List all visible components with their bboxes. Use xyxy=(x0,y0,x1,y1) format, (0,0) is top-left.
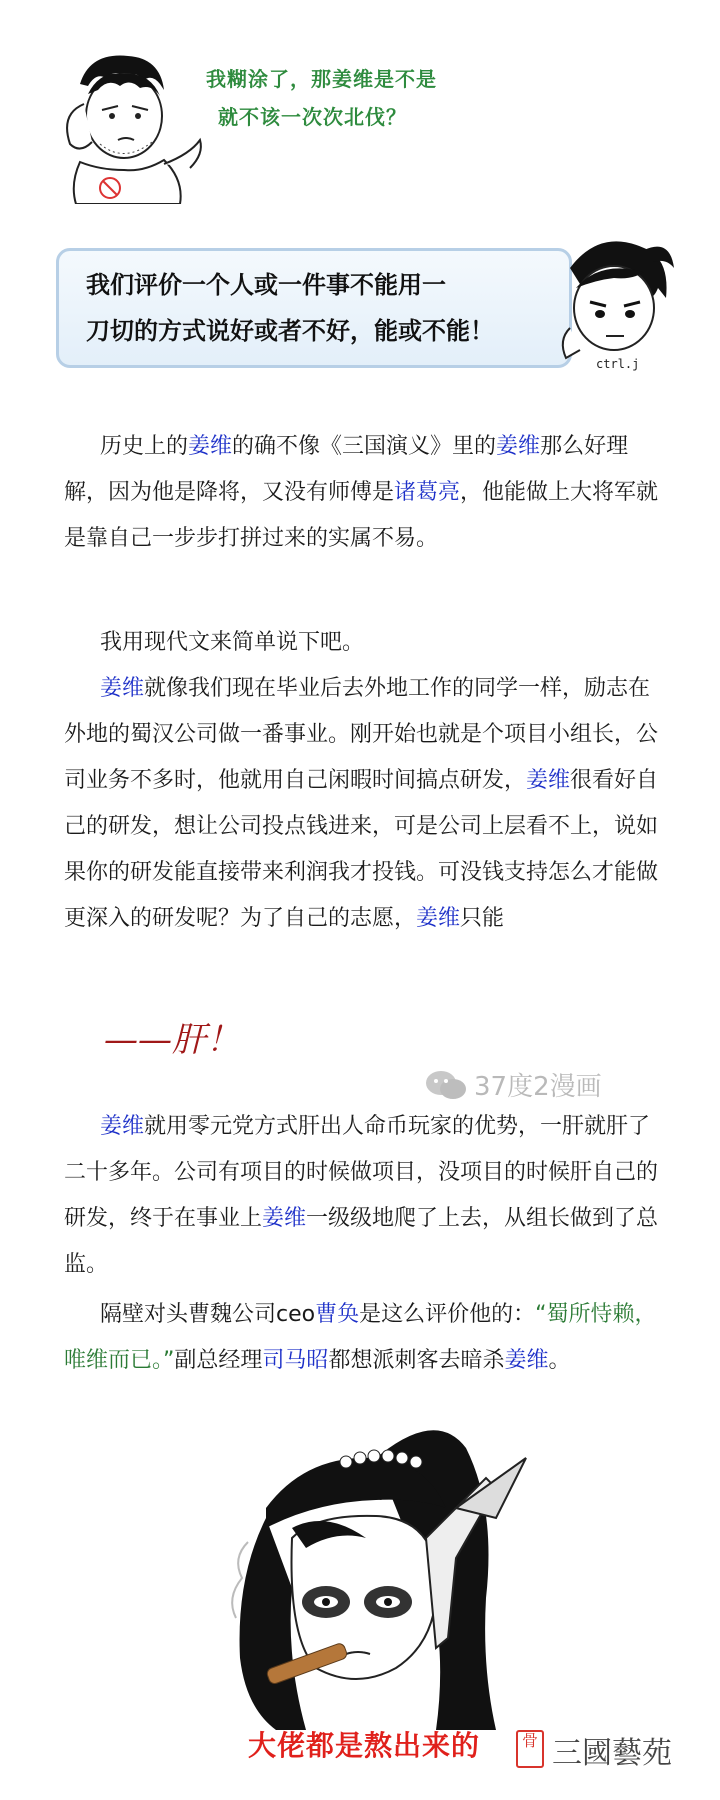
brand-name: 三國藝苑 xyxy=(552,1736,672,1771)
paragraph-evaluation xyxy=(64,1292,664,1384)
name-jiangwei: 姜维 xyxy=(504,1348,549,1373)
name-jiangwei: 姜维 xyxy=(496,434,541,459)
artist-signature: ctrl.j xyxy=(596,357,640,371)
name-caohuan: 曹奂 xyxy=(315,1302,360,1327)
text: 就像我们现在毕业后去外地工作的同学一样，励志在外地的蜀汉公司做一番事业。刚开始也就是个项目小组长，公司业务不多时，他就用自己闲暇时间搞点研发， xyxy=(64,676,659,793)
intro-text: 我用现代文来简单说下吧。 xyxy=(100,630,365,655)
text: 就用零元党方式肝出人命币玩家的优势，一肝就肝了二十多年。公司有项目的时候做项目，没项目的时候肝自己的研发，终于在事业上 xyxy=(64,1114,659,1231)
angry-girl-illustration xyxy=(540,228,680,378)
name-jiangwei: 姜维 xyxy=(188,434,233,459)
name-jiangwei: 姜维 xyxy=(416,906,461,931)
text: 很看好自己的研发，想让公司投点钱进来，可是公司上层看不上，说如果你的研发能直接带来利润我才投钱。可没钱支持怎么才能做更深入的研发呢？为了自己的志愿， xyxy=(64,768,659,931)
jiangwei-tired-illustration xyxy=(196,1418,556,1730)
name-jiangwei: 姜维 xyxy=(100,676,145,701)
text: 隔壁对头曹魏公司ceo xyxy=(100,1302,316,1327)
dialog-line-2: 就不该一次次北伐？ xyxy=(218,105,407,129)
dialog-line-1: 我糊涂了，那姜维是不是 xyxy=(206,67,437,91)
paragraph-intro xyxy=(64,620,664,666)
name-simazhao: 司马昭 xyxy=(262,1348,329,1373)
bubble-text xyxy=(86,262,494,354)
gan-exclamation: ——肝！ xyxy=(104,1020,240,1060)
text: 那么好理解，因为他是降将，又没有师傅是 xyxy=(64,434,629,505)
text: 一级级地爬了上去，从组长做到了总监。 xyxy=(64,1206,659,1277)
watermark xyxy=(424,1066,602,1103)
name-jiangwei: 姜维 xyxy=(526,768,571,793)
text: 。 xyxy=(548,1348,571,1373)
text: 是这么评价他的： xyxy=(359,1302,536,1327)
text: 都想派刺客去暗杀 xyxy=(328,1348,505,1373)
bubble-line-1: 我们评价一个人或一件事不能用一 xyxy=(86,271,446,299)
name-jiangwei: 姜维 xyxy=(262,1206,307,1231)
slogan: 大佬都是熬出来的 xyxy=(248,1729,481,1762)
text: 历史上的 xyxy=(100,434,189,459)
wechat-icon xyxy=(424,1068,468,1102)
text: ，他能做上大将军就是靠自己一步步打拼过来的实属不易。 xyxy=(64,480,659,551)
name-jiangwei: 姜维 xyxy=(100,1114,145,1139)
confused-man-illustration xyxy=(40,44,210,204)
text: 副总经理 xyxy=(174,1348,263,1373)
watermark-text: 37度2漫画 xyxy=(474,1072,602,1102)
quote-shu: “蜀所恃赖，唯维而已。” xyxy=(64,1302,657,1373)
name-zhugeliang: 诸葛亮 xyxy=(394,480,461,505)
paragraph-history xyxy=(64,424,664,562)
text: 的确不像《三国演义》里的 xyxy=(232,434,497,459)
text: 只能 xyxy=(460,906,505,931)
brand-seal: 骨 xyxy=(516,1730,544,1768)
paragraph-career xyxy=(64,1104,664,1288)
bubble-line-2: 刀切的方式说好或者不好，能或不能！ xyxy=(86,317,494,345)
paragraph-story xyxy=(64,666,664,942)
